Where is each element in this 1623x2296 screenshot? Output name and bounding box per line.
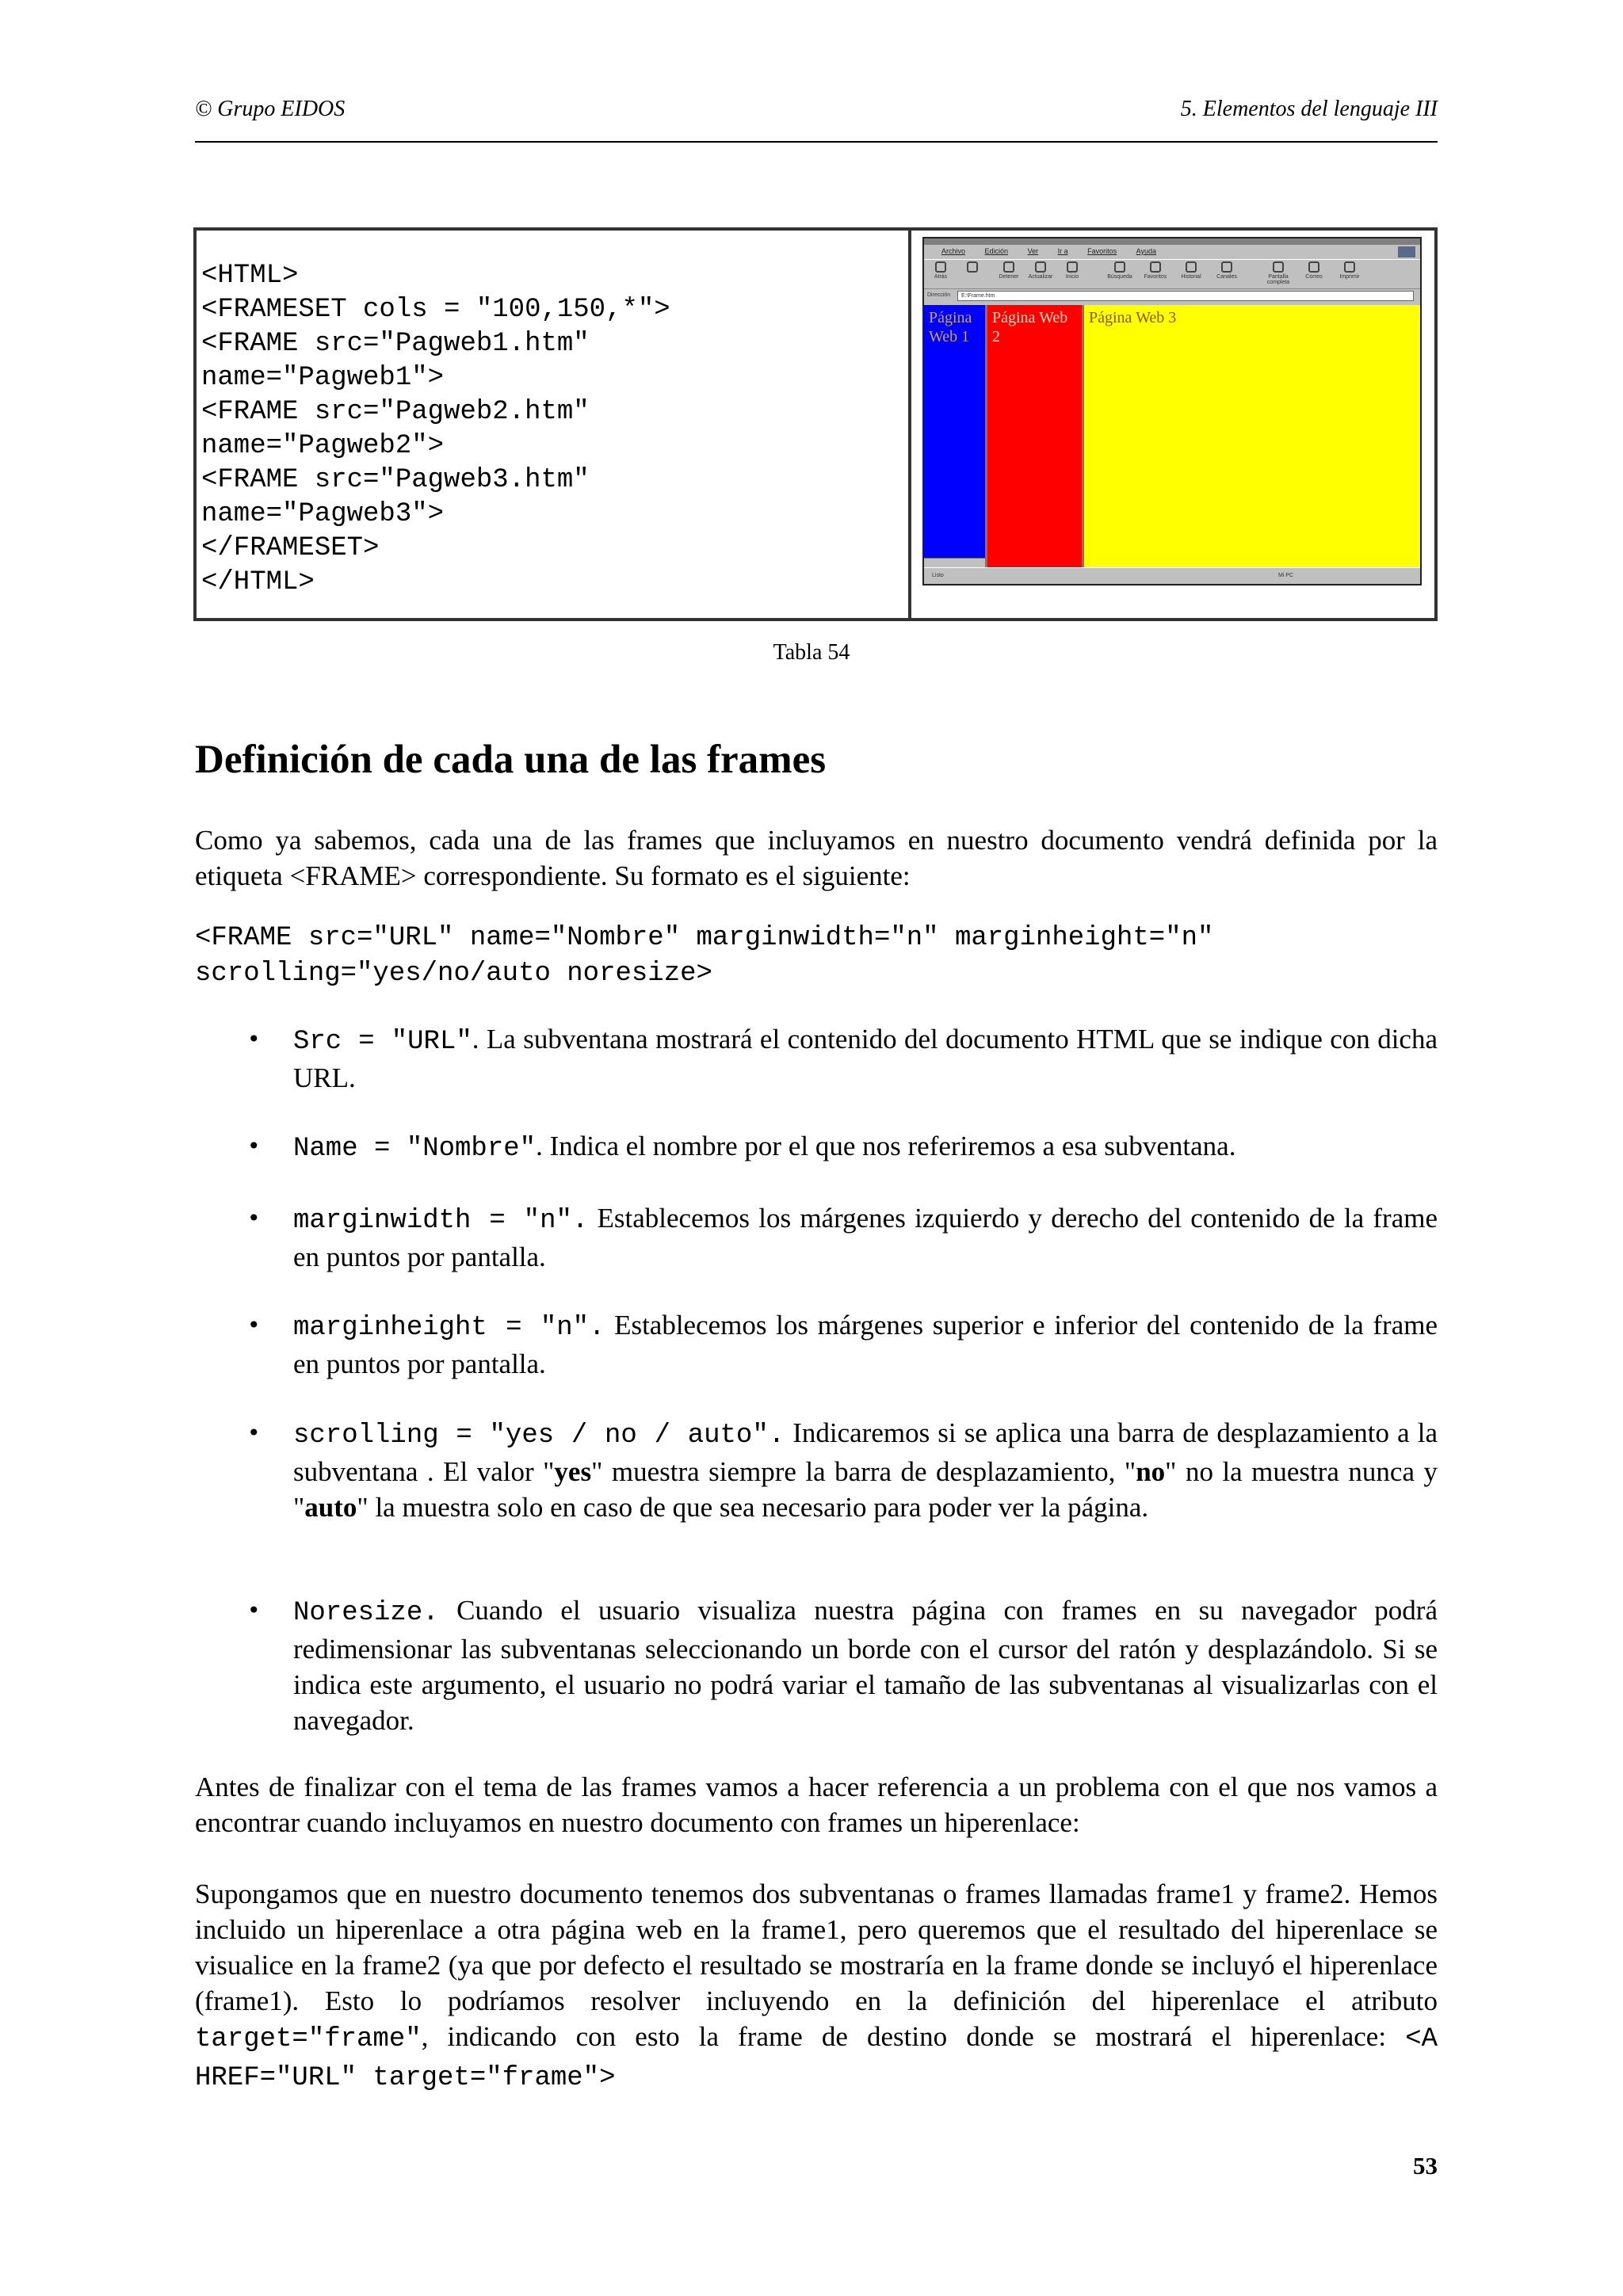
frame-pagweb1: Página Web 1 — [924, 305, 987, 568]
bullet-text: . Indica el nombre por el que nos referiremos a esa subventana. — [536, 1131, 1236, 1161]
browser-statusbar — [924, 567, 1420, 584]
code-line: <FRAME src="Pagweb3.htm" — [201, 465, 590, 495]
favorites-button: Favoritos — [1142, 261, 1169, 280]
bullet-code: marginheight = "n". — [293, 1313, 605, 1343]
bullet-icon: • — [247, 1133, 261, 1159]
stop-button: Detener — [995, 261, 1022, 280]
mail-icon — [1308, 261, 1319, 273]
format-line: scrolling="yes/no/auto noresize> — [195, 959, 712, 989]
bullet-text: Establecemos los márgenes superior e inferior del contenido de la frame en puntos por pantalla. — [293, 1310, 1438, 1379]
intro-paragraph: Como ya sabemos, cada una de las frames que incluyamos en nuestro documento vendrá definida por la etiqueta <FRAME> correspondiente. Su formato es el siguiente: — [195, 825, 1438, 891]
paragraph-target: Supongamos que en nuestro documento tenemos dos subventanas o frames llamadas frame1 y frame2. Hemos incluido un hiperenlace a otra página web en la frame1, pero queremos que el resultado del hiperenlace se visualice en la frame2 (ya que por defecto el resultado se mostraría en la frame donde se incluyó el hiperenlace (frame1). Esto lo podríamos resolver incluyendo en la definición del hiperenlace el atributo target="frame", indicando con esto la frame de destino donde se mostrará el hiperenlace: <A HREF="URL" target="frame"> — [195, 1878, 1438, 2093]
mail-button: Correo — [1300, 261, 1327, 280]
code-line: <FRAMESET cols = "100,150,*"> — [201, 295, 670, 325]
print-button: Imprimir — [1336, 261, 1363, 280]
forward-icon — [967, 261, 978, 273]
browser-titlebar — [924, 238, 1420, 245]
code-line: name="Pagweb2"> — [201, 431, 445, 461]
bullet-marginheight — [247, 1307, 1438, 1382]
bullet-marginwidth — [247, 1200, 1438, 1275]
bullet-code: Noresize. — [293, 1598, 439, 1628]
channels-button: Canales — [1213, 261, 1240, 280]
menu-item: Favoritos — [1087, 247, 1117, 255]
history-button: Historial — [1178, 261, 1205, 280]
bullet-code: marginwidth = "n". — [293, 1206, 589, 1236]
back-button: Atrás — [927, 261, 954, 280]
format-line: <FRAME src="URL" name="Nombre" marginwidth="n" marginheight="n" — [195, 923, 1214, 953]
code-cell — [197, 231, 911, 618]
fullscreen-button: Pantalla completa — [1265, 261, 1292, 285]
bullet-text: . La subventana mostrará el contenido del documento HTML que se indique con dicha URL. — [293, 1024, 1438, 1093]
anchor-tag-code: <A HREF="URL" target="frame"> — [195, 2024, 1438, 2093]
back-icon — [935, 261, 946, 273]
stop-icon — [1003, 261, 1014, 273]
value-yes: yes — [554, 1456, 592, 1487]
code-line: <HTML> — [201, 261, 299, 291]
menu-item: Ir a — [1057, 247, 1068, 255]
menu-item: Ayuda — [1136, 247, 1157, 255]
target-attribute-code: target="frame" — [195, 2024, 422, 2054]
bullet-code: Name = "Nombre" — [293, 1134, 537, 1164]
search-button: Búsqueda — [1106, 261, 1133, 280]
table-caption: Tabla 54 — [773, 640, 850, 665]
browser-screenshot — [922, 237, 1422, 585]
bullet-code: scrolling = "yes / no / auto". — [293, 1421, 785, 1451]
printer-icon — [1344, 261, 1355, 273]
paragraph-hyperlink-intro: Antes de finalizar con el tema de las frames vamos a hacer referencia a un problema con el que nos vamos a encontrar cuando incluyamos en nuestro documento con frames un hiperenlace: — [195, 1772, 1438, 1838]
forward-button — [959, 261, 986, 274]
status-ready: Listo — [932, 573, 944, 578]
browser-logo-icon — [1398, 246, 1415, 257]
value-no: no — [1136, 1456, 1166, 1487]
screenshot-cell — [915, 231, 1434, 618]
value-auto: auto — [304, 1492, 357, 1523]
refresh-icon — [1035, 261, 1046, 273]
bullet-icon: • — [247, 1205, 261, 1231]
code-line: </HTML> — [201, 567, 315, 597]
bullet-noresize — [247, 1592, 1438, 1738]
code-line: name="Pagweb3"> — [201, 499, 445, 529]
browser-toolbar — [924, 259, 1420, 289]
address-field: E:\Frame.htm — [957, 291, 1414, 301]
code-listing — [201, 259, 670, 600]
running-header — [195, 95, 1438, 143]
browser-frames — [924, 305, 1420, 568]
frame-pagweb2: Página Web 2 — [987, 305, 1084, 568]
bullet-icon: • — [247, 1597, 261, 1623]
browser-menubar — [924, 245, 1420, 259]
menu-item: Ver — [1027, 247, 1039, 255]
header-publisher: © Grupo EIDOS — [195, 97, 346, 121]
star-icon — [1150, 261, 1161, 273]
bullet-text: Establecemos los márgenes izquierdo y derecho del contenido de la frame en puntos por pantalla. — [293, 1203, 1438, 1272]
code-line: <FRAME src="Pagweb1.htm" — [201, 329, 590, 359]
bullet-icon: • — [247, 1312, 261, 1338]
refresh-button: Actualizar — [1027, 261, 1054, 280]
history-icon — [1186, 261, 1197, 273]
code-line: name="Pagweb1"> — [201, 363, 445, 393]
frame-pagweb3: Página Web 3 — [1084, 305, 1420, 568]
bullet-text: Cuando el usuario visualiza nuestra página con frames en su navegador podrá redimensionar las subventanas seleccionando un borde con el cursor del ratón y desplazándolo. Si se indica este argumento, el usuario no podrá variar el tamaño de las subventanas al visualizarlas con el navegador. — [293, 1595, 1438, 1736]
search-icon — [1114, 261, 1125, 273]
home-icon — [1067, 261, 1078, 273]
fullscreen-icon — [1273, 261, 1284, 273]
code-table — [193, 227, 1438, 621]
address-label: Dirección — [927, 292, 951, 298]
bullet-icon: • — [247, 1026, 261, 1052]
bullet-code: Src = "URL" — [293, 1027, 472, 1057]
header-chapter: 5. Elementos del lenguaje III — [1180, 97, 1438, 121]
browser-address-bar — [924, 289, 1420, 303]
bullet-src — [247, 1021, 1438, 1096]
bullet-icon: • — [247, 1420, 261, 1446]
code-line: </FRAMESET> — [201, 533, 380, 563]
menu-item: Archivo — [941, 247, 966, 255]
section-title: Definición de cada una de las frames — [195, 738, 827, 782]
code-line: <FRAME src="Pagweb2.htm" — [201, 397, 590, 427]
bullet-name — [247, 1128, 1438, 1167]
home-button: Inicio — [1059, 261, 1086, 280]
page-number: 53 — [1413, 2152, 1438, 2180]
status-zone: Mi PC — [1277, 573, 1293, 578]
channels-icon — [1221, 261, 1232, 273]
bullet-scrolling: • scrolling = "yes / no / auto". Indicaremos si se aplica una barra de desplazamiento a la subventana . El valor "yes" muestra siempre la barra de desplazamiento, "no" no la muestra nunca y "auto" la muestra solo en caso de que sea necesario para poder ver la página. — [293, 1415, 1438, 1525]
frame-format-code — [195, 921, 1213, 992]
menu-item: Edición — [984, 247, 1009, 255]
